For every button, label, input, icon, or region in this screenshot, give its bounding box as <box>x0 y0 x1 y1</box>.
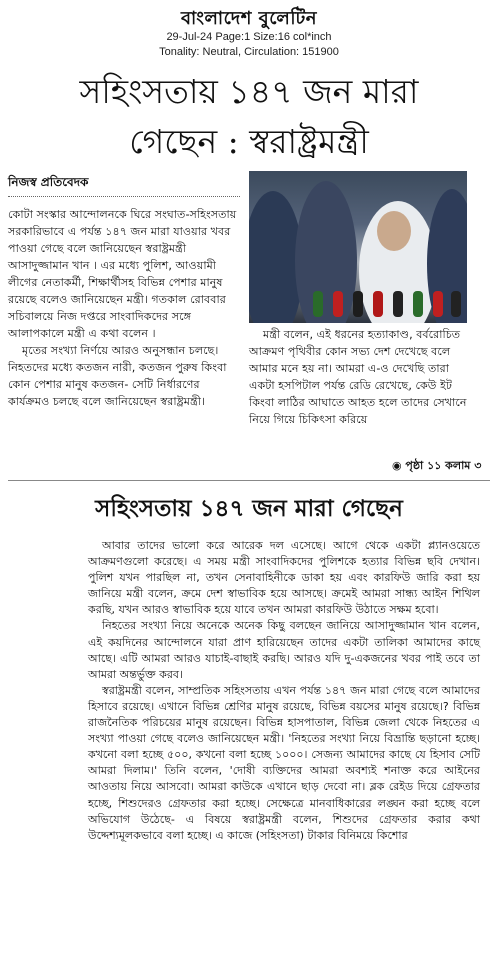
lead-paragraph: মৃতের সংখ্যা নির্ণয়ে আরও অনুসন্ধান চলছে। নিহতদের মধ্যে কতজন নারী, কতজন পুরুষ কিংবা কোন পেশার মানুষ কতজন- সেটি নির্ধারণের কার্যক্রমও চলছে বলে জানিয়েছেন স্বরাষ্ট্রমন্ত্রী। <box>8 344 227 408</box>
byline: নিজস্ব প্রতিবেদক <box>8 174 240 197</box>
lead-column <box>8 206 240 410</box>
section-divider <box>8 480 490 481</box>
page-reference: ◉ পৃষ্ঠা ১১ কলাম ৩ <box>392 459 482 472</box>
continuation-paragraph: আবার তাদের ভালো করে আরেক দল এসেছে। আগে থেকে একটা প্ল্যানওয়েতে আক্রমণগুলো করেছে। এ সময় মন্ত্রী সাংবাদিকদের পুলিশকে হত্যার বিভিন্ন ছবি দেখান। পুলিশ যখন পারছিল না, তখন সেনাবাহিনীকে ডাকা হয় এবং কারফিউ জারি করা হয় জানিয়ে মন্ত্রী বলেন, ক্রমে দেশ স্বাভাবিক হয়ে আসছে। ক্রমেই আমরা সান্ধ্য আইন শিথিল করছি, যখন আরও স্বাভাবিক হয়ে যাবে তখন আমরা কারফিউ উঠাতে সক্ষম হবো। <box>88 539 480 617</box>
headline-line1: সহিংসতায় ১৪৭ জন মারা <box>79 72 419 111</box>
continuation-paragraph: স্বরাষ্ট্রমন্ত্রী বলেন, সাম্প্রতিক সহিংসতায় এখন পর্যন্ত ১৪৭ জন মারা গেছে বলে আমাদের হিসাবে রয়েছে। এখানে বিভিন্ন শ্রেণির মানুষ রয়েছে, বিভিন্ন বয়সের মানুষ রয়েছে।? বিভিন্ন রাজনৈতিক পরিচয়ের মানুষ রয়েছেন। বিভিন্ন হাসপাতাল, বিভিন্ন জেলা থেকে নিহতের এ সংখ্যা পাওয়া গেছে বলেও জানিয়েছেন মন্ত্রী। 'নিহতের সংখ্যা নিয়ে বিভ্রান্তি ছড়ানো হচ্ছে। কখনো বলা হচ্ছে ৫০০, কখনো বলা হচ্ছে ১০০০। সেজন্য আমাদের কাছে যে হিসাব সেটি আমরা দিলাম।' তিনি বলেন, 'দোষী ব্যক্তিদের আমরা অবশ্যই শনাক্ত করে আইনের আওতায় নিয়ে আসবো। আমরা কাউকে এখানে ছাড় দেবো না। ব্লক রেইড দিয়ে গ্রেফতার হচ্ছে, শিশুদেরও গ্রেফতার করা হচ্ছে। সেক্ষেত্রে মানবাধিকারের লঙ্ঘন করা হচ্ছে বলে অভিযোগ উঠেছে- এ বিষয়ে স্বরাষ্ট্রমন্ত্রী বলেন, শিশুদের গ্রেফতার করার কথা উদ্দেশ্যমূলকভাবে বলা হচ্ছে। এ কাজে (সহিংসতা) টাকার বিনিময়ে কিশোর <box>88 683 480 842</box>
masthead: বাংলাদেশ বুলেটিন <box>180 8 318 29</box>
right-column <box>249 326 467 428</box>
clipping-meta-line2: Tonality: Neutral, Circulation: 151900 <box>159 46 339 58</box>
right-paragraph: মন্ত্রী বলেন, এই ধরনের হত্যাকাণ্ড, বর্বরোচিত আক্রমণ পৃথিবীর কোন সভ্য দেশ দেখেছে বলে আমার মনে হয় না। আমরা এ-ও দেখেছি তারা একটা হসপিটাল পর্যন্ত রেডি রেখেছে, কেউ ইট কিংবা লাঠির আঘাতে আহত হলে তাদের সেখানে নিয়ে গিয়ে চিকিৎসা করিয়ে <box>249 328 467 426</box>
lead-paragraph: কোটা সংস্কার আন্দোলনকে ঘিরে সংঘাত-সহিংসতায় সরকারিভাবে এ পর্যন্ত ১৪৭ জন মারা যাওয়ার খবর পাওয়া গেছে বলে জানিয়েছেন স্বরাষ্ট্রমন্ত্রী আসাদুজ্জামান খান । এর মধ্যে পুলিশ, আওয়ামী লীগের নেতাকর্মী, শিক্ষার্থীসহ বিভিন্ন পেশার মানুষ রয়েছে বলেও জানিয়েছেন মন্ত্রী। গতকাল রোববার সচিবালয়ে নিজ দপ্তরে সাংবাদিকদের সঙ্গে আলাপকালে মন্ত্রী এ কথা বলেন । <box>8 208 237 340</box>
continuation-headline: সহিংসতায় ১৪৭ জন মারা গেছেন <box>95 495 403 522</box>
news-photo <box>249 171 467 323</box>
continuation-body <box>88 538 480 844</box>
headline-line2: গেছেন : স্বরাষ্ট্রমন্ত্রী <box>129 122 369 161</box>
clipping-meta-line1: 29-Jul-24 Page:1 Size:16 col*inch <box>166 31 332 43</box>
continuation-paragraph: নিহতের সংখ্যা নিয়ে অনেকে অনেক কিছু বলছেন জানিয়ে আসাদুজ্জামান খান বলেন, এই কয়দিনের আন্দোলনে যারা প্রাণ হারিয়েছেন তাদের একটা তালিকা আমাদের কাছে আছে। এটি আমরা আরও যাচাই-বাছাই করছি। আরও যদি দু-একজনের খবর পাই তবে তা আমরা অন্তর্ভুক্ত করব। <box>88 619 480 681</box>
